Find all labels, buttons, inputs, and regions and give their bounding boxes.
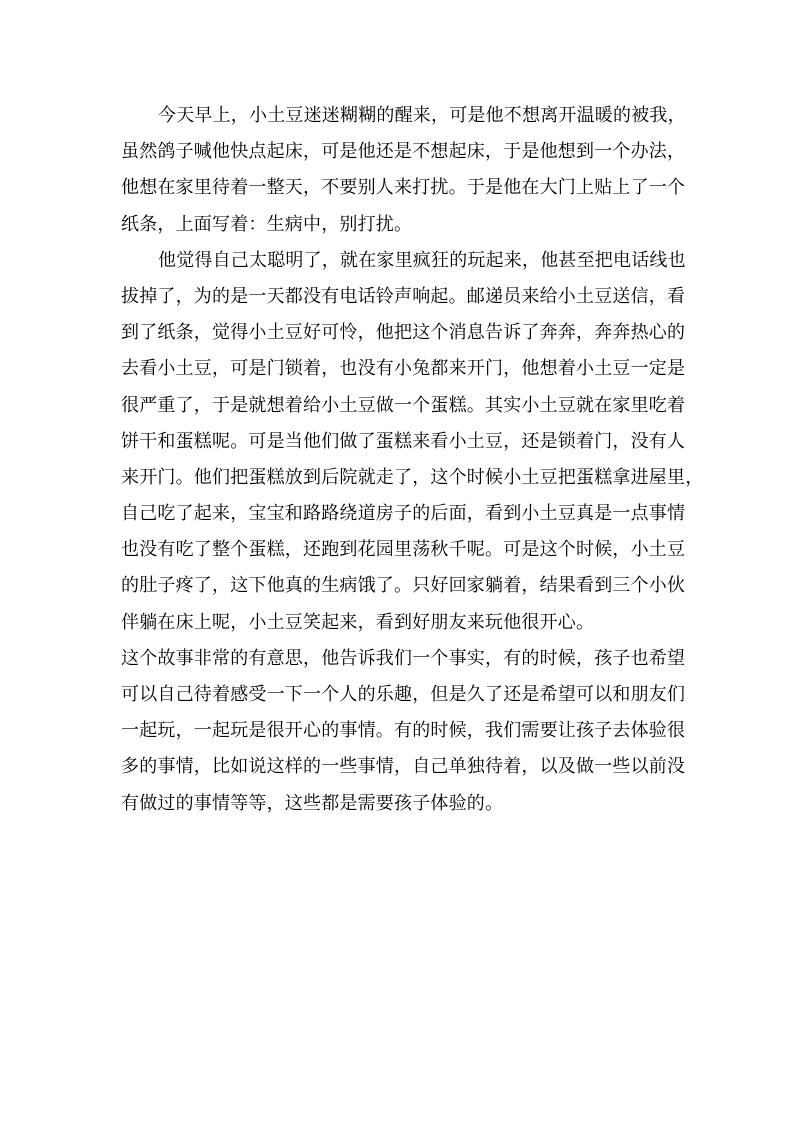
paragraph-3-line-1: 这个故事非常的有意思，他告诉我们一个事实，有的时候，孩子也希望 xyxy=(121,647,686,669)
paragraph-2-line-5: 很严重了，于是就想着给小土豆做一个蛋糕。其实小土豆就在家里吃着 xyxy=(121,394,686,416)
paragraph-1-line-2: 虽然鸽子喊他快点起床，可是他还是不想起床，于是他想到一个办法， xyxy=(121,141,686,163)
paragraph-2-line-2: 拔掉了，为的是一天都没有电话铃声响起。邮递员来给小土豆送信，看 xyxy=(121,285,686,307)
paragraph-3-line-5: 有做过的事情等等，这些都是需要孩子体验的。 xyxy=(121,792,504,814)
paragraph-2-line-8: 自己吃了起来，宝宝和路路绕道房子的后面，看到小土豆真是一点事情 xyxy=(121,503,686,525)
paragraph-1-line-3: 他想在家里待着一整天，不要别人来打扰。于是他在大门上贴上了一个 xyxy=(121,177,686,199)
body-text xyxy=(121,98,704,822)
paragraph-2-line-9: 也没有吃了整个蛋糕，还跑到花园里荡秋千呢。可是这个时候，小土豆 xyxy=(121,539,686,561)
paragraph-2-line-7: 来开门。他们把蛋糕放到后院就走了，这个时候小土豆把蛋糕拿进屋里， xyxy=(121,466,704,488)
paragraph-2-line-10: 的肚子疼了，这下他真的生病饿了。只好回家躺着，结果看到三个小伙 xyxy=(121,575,686,597)
paragraph-1-line-1: 今天早上，小土豆迷迷糊糊的醒来，可是他不想离开温暖的被我， xyxy=(158,105,686,126)
paragraph-2-line-1: 他觉得自己太聪明了，就在家里疯狂的玩起来，他甚至把电话线也 xyxy=(158,249,686,271)
paragraph-3-line-2: 可以自己待着感受一下一个人的乐趣，但是久了还是希望可以和朋友们 xyxy=(121,684,686,705)
paragraph-2-line-6: 饼干和蛋糕呢。可是当他们做了蛋糕来看小土豆，还是锁着门，没有人 xyxy=(121,430,686,452)
paragraph-2-line-4: 去看小土豆，可是门锁着，也没有小兔都来开门，他想着小土豆一定是 xyxy=(121,358,686,380)
paragraph-3-line-4: 多的事情，比如说这样的一些事情，自己单独待着，以及做一些以前没 xyxy=(121,756,686,778)
paragraph-2-line-3: 到了纸条，觉得小土豆好可怜，他把这个消息告诉了奔奔，奔奔热心的 xyxy=(121,322,686,344)
paragraph-3-line-3: 一起玩，一起玩是很开心的事情。有的时候，我们需要让孩子去体验很 xyxy=(121,720,686,742)
paragraph-2-line-11: 伴躺在床上呢，小土豆笑起来，看到好朋友来玩他很开心。 xyxy=(121,611,595,633)
paragraph-1-line-4: 纸条，上面写着：生病中，别打扰。 xyxy=(121,213,413,235)
